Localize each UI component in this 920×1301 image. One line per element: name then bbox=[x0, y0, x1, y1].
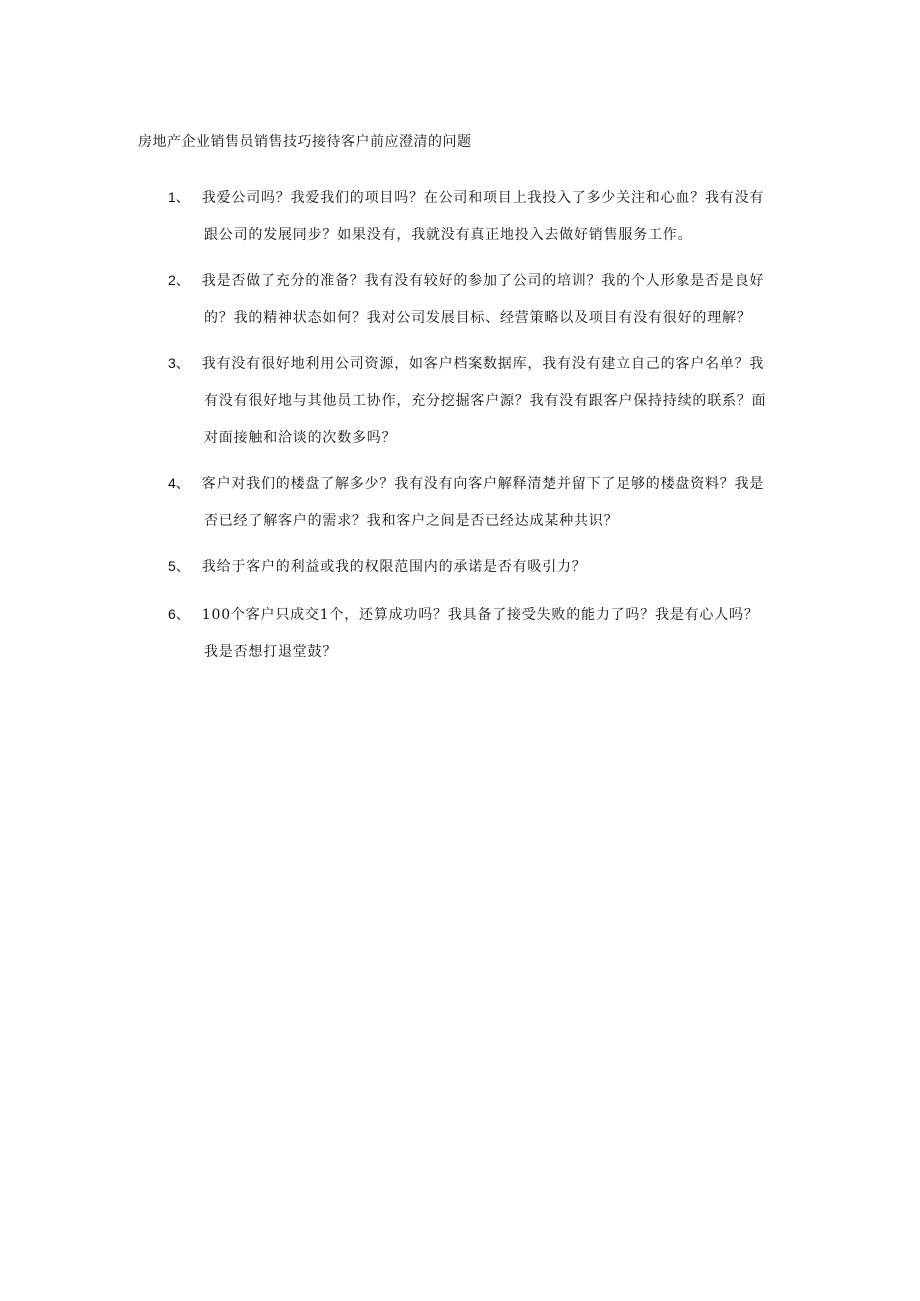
item-text: 客户对我们的楼盘了解多少？我有没有向客户解释清楚并留下了足够的楼盘资料？我是 bbox=[201, 476, 765, 492]
item-text: 的？我的精神状态如何？我对公司发展目标、经营策略以及项目有没有很好的理解？ bbox=[204, 310, 752, 326]
list-item bbox=[168, 555, 808, 578]
document-title: 房地产企业销售员销售技巧接待客户前应澄清的问题 bbox=[138, 134, 472, 150]
item-text: 我是否想打退堂鼓？ bbox=[204, 644, 338, 660]
item-text: 我有没有很好地利用公司资源，如客户档案数据库，我有没有建立自己的客户名单？我 bbox=[201, 356, 765, 372]
item-text: 我给于客户的利益或我的权限范围内的承诺是否有吸引力？ bbox=[201, 559, 587, 575]
item-number: 5、 bbox=[168, 558, 190, 574]
list-item bbox=[168, 603, 808, 663]
list-item bbox=[168, 186, 808, 246]
list-item bbox=[168, 352, 808, 449]
item-number: 4、 bbox=[168, 475, 190, 491]
item-text: 对面接触和洽谈的次数多吗？ bbox=[204, 430, 397, 446]
item-number: 2、 bbox=[168, 272, 190, 288]
list-item bbox=[168, 269, 808, 329]
item-number: 6、 bbox=[168, 606, 190, 622]
item-text: 否已经了解客户的需求？我和客户之间是否已经达成某种共识？ bbox=[204, 513, 619, 529]
item-text: 100个客户只成交1个，还算成功吗？我具备了接受失败的能力了吗？我是有心人吗？ bbox=[201, 607, 759, 623]
item-text: 我爱公司吗？我爱我们的项目吗？在公司和项目上我投入了多少关注和心血？我有没有 bbox=[201, 190, 765, 206]
list-item bbox=[168, 472, 808, 532]
item-number: 3、 bbox=[168, 355, 190, 371]
item-text: 有没有很好地与其他员工协作，充分挖掘客户源？我有没有跟客户保持持续的联系？面 bbox=[204, 393, 767, 409]
item-text: 跟公司的发展同步？如果没有，我就没有真正地投入去做好销售服务工作。 bbox=[204, 227, 693, 243]
item-text: 我是否做了充分的准备？我有没有较好的参加了公司的培训？我的个人形象是否是良好 bbox=[201, 273, 765, 289]
item-number: 1、 bbox=[168, 189, 190, 205]
